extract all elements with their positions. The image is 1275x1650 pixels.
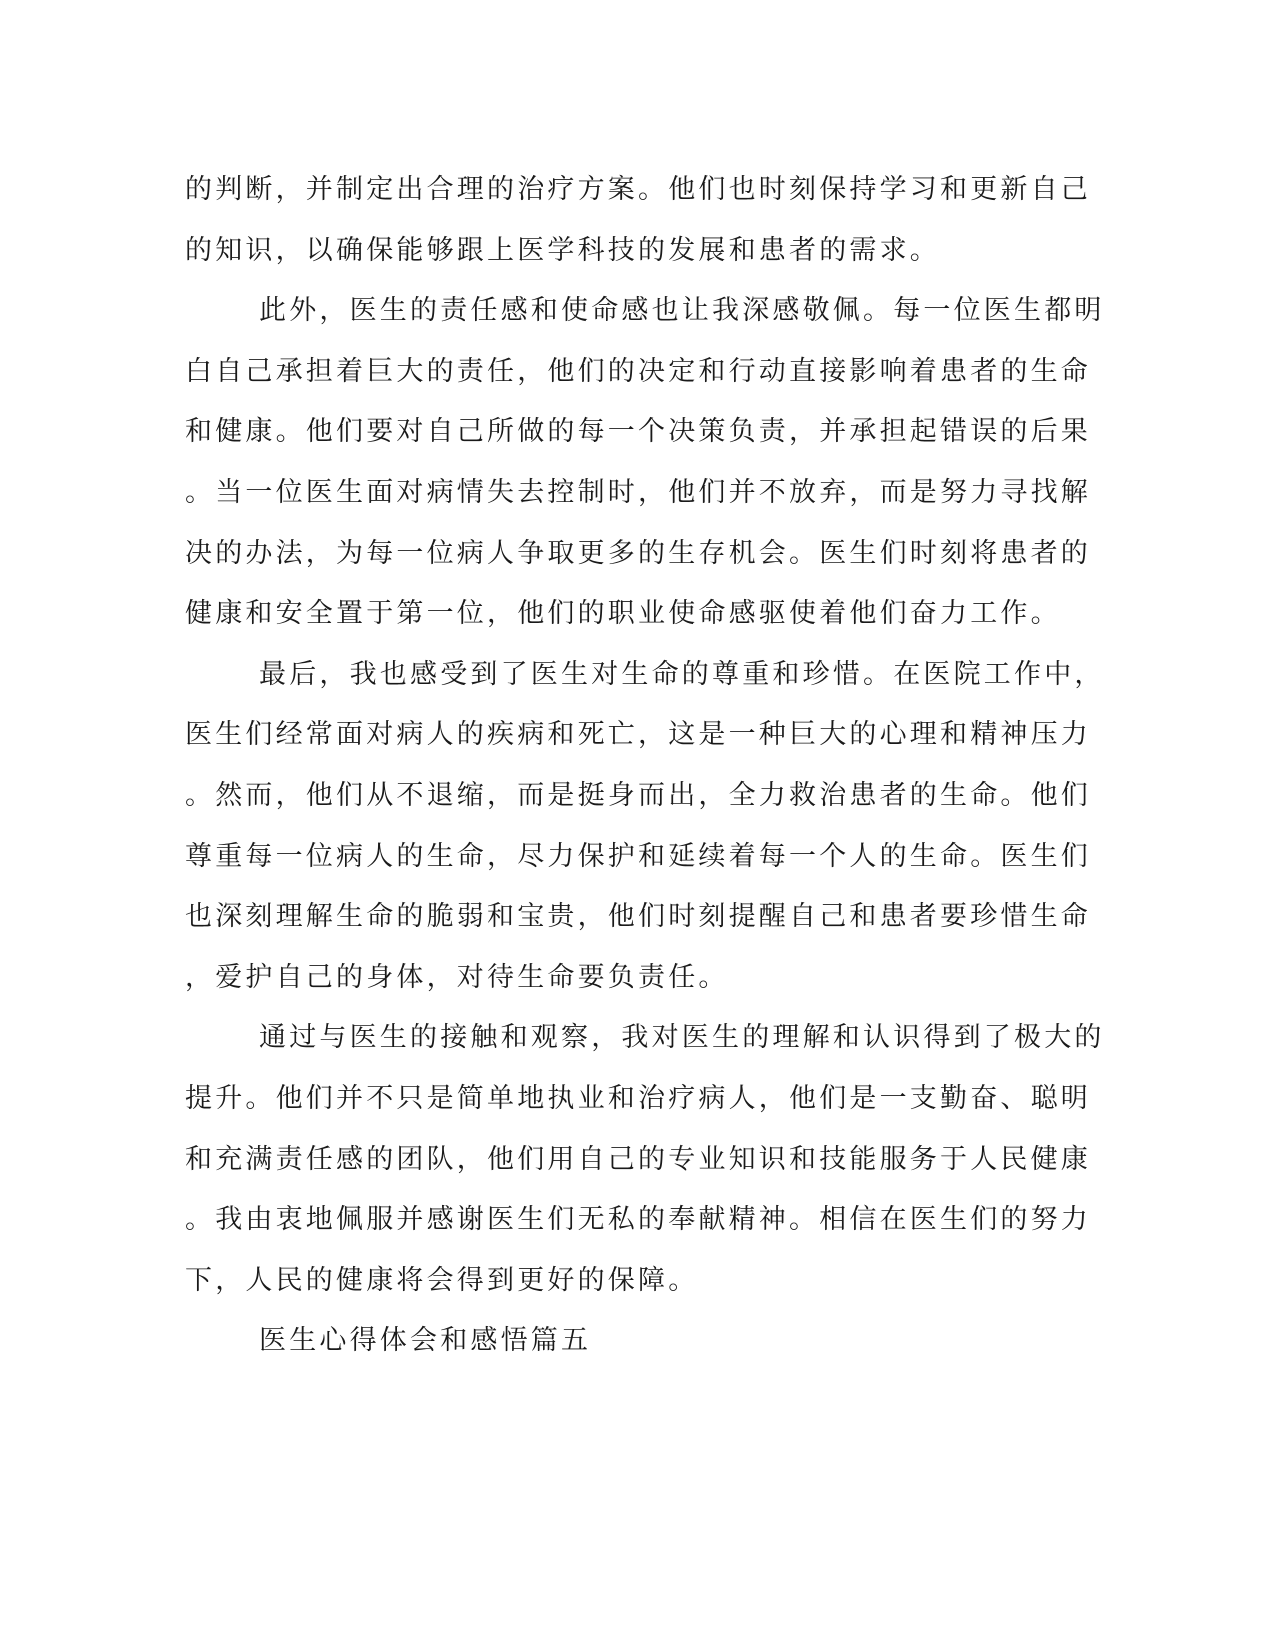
section-heading: 医生心得体会和感悟篇五 (259, 1325, 592, 1357)
text-line: 下，人民的健康将会得到更好的保障。 (185, 1264, 699, 1296)
body-text (185, 160, 1105, 1372)
text-line: 。然而，他们从不退缩，而是挺身而出，全力救治患者的生命。他们 (185, 779, 1091, 811)
text-line: 。我由衷地佩服并感谢医生们无私的奉献精神。相信在医生们的努力 (185, 1204, 1091, 1236)
text-line: 的判断，并制定出合理的治疗方案。他们也时刻保持学习和更新自己 (185, 174, 1091, 205)
text-line: 。当一位医生面对病情失去控制时，他们并不放弃，而是努力寻找解 (185, 476, 1091, 508)
text-line: 医生们经常面对病人的疾病和死亡，这是一种巨大的心理和精神压力 (185, 719, 1091, 751)
paragraph-first-line: 最后，我也感受到了医生对生命的尊重和珍惜。在医院工作中， (259, 658, 1105, 690)
paragraph-first-line: 通过与医生的接触和观察，我对医生的理解和认识得到了极大的 (259, 1022, 1105, 1054)
text-line: ，爱护自己的身体，对待生命要负责任。 (185, 961, 729, 993)
text-line: 健康和安全置于第一位，他们的职业使命感驱使着他们奋力工作。 (185, 598, 1061, 630)
text-line: 决的办法，为每一位病人争取更多的生存机会。医生们时刻将患者的 (185, 537, 1091, 569)
text-line: 和健康。他们要对自己所做的每一个决策负责，并承担起错误的后果 (185, 416, 1091, 448)
text-line: 提升。他们并不只是简单地执业和治疗病人，他们是一支勤奋、聪明 (185, 1082, 1091, 1114)
text-line: 尊重每一位病人的生命，尽力保护和延续着每一个人的生命。医生们 (185, 840, 1091, 872)
text-line: 和充满责任感的团队，他们用自己的专业知识和技能服务于人民健康 (185, 1143, 1091, 1175)
paragraph-first-line: 此外，医生的责任感和使命感也让我深感敬佩。每一位医生都明 (259, 295, 1105, 327)
text-line: 也深刻理解生命的脆弱和宝贵，他们时刻提醒自己和患者要珍惜生命 (185, 901, 1091, 933)
text-line: 白自己承担着巨大的责任，他们的决定和行动直接影响着患者的生命 (185, 355, 1091, 387)
text-line: 的知识，以确保能够跟上医学科技的发展和患者的需求。 (185, 234, 940, 266)
